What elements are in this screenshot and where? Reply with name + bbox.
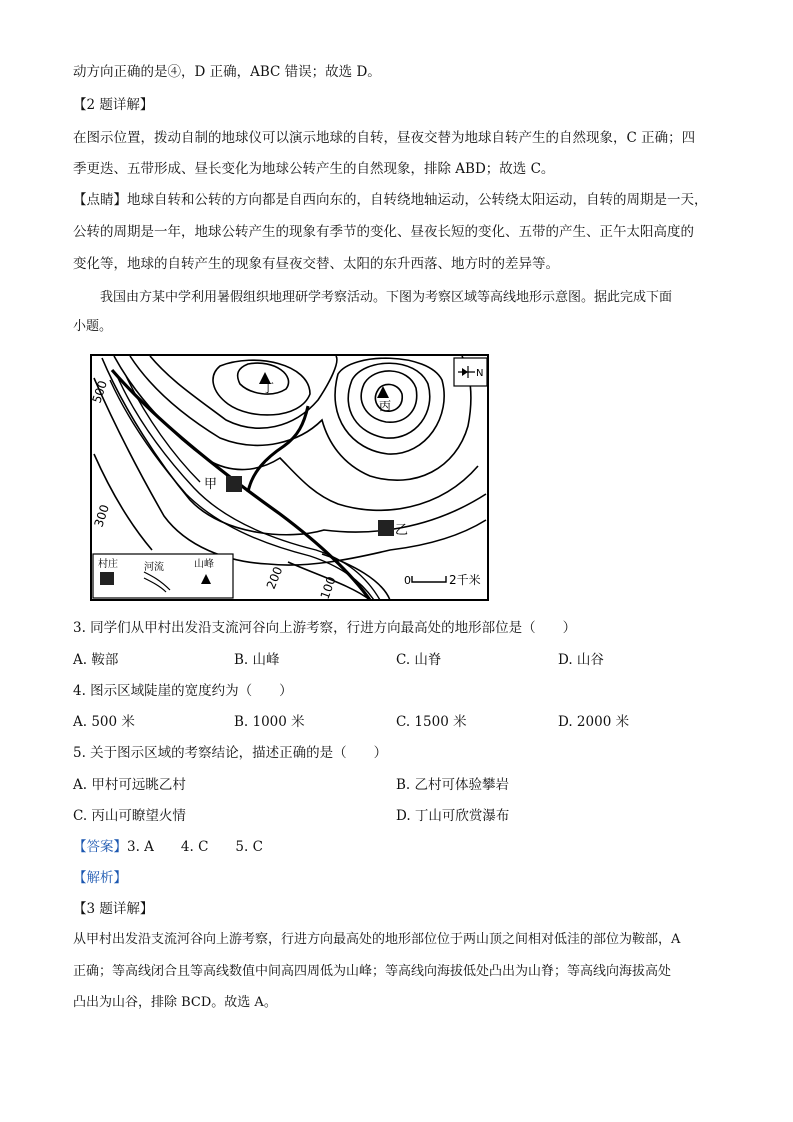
text-line-6: 公转的周期是一年，地球公转产生的现象有季节的变化、昼夜长短的变化、五带的产生、正午太阳高度的 [73, 224, 694, 240]
section-heading-2: 【2 题详解】 [73, 97, 154, 113]
contour-label-300: 300 [91, 502, 112, 529]
q4-option-a: A. 500 米 [73, 714, 135, 730]
q4-option-d: D. 2000 米 [558, 714, 630, 730]
q4-option-c: C. 1500 米 [396, 714, 467, 730]
detail-3-line-2: 正确；等高线闭合且等高线数值中间高四周低为山峰；等高线向海拔低处凸出为山脊；等高线向海拔高处 [73, 964, 672, 979]
jia-village-icon [226, 476, 242, 492]
detail-3-heading: 【3 题详解】 [73, 901, 154, 917]
intro-line-2: 小题。 [73, 319, 113, 334]
question-5-stem: 5. 关于图示区域的考察结论，描述正确的是（ ） [73, 745, 388, 761]
text-line-4: 季更迭、五带形成、昼长变化为地球公转产生的自然现象，排除 ABD；故选 C。 [73, 161, 555, 177]
q5-option-c: C. 丙山可瞭望火情 [73, 808, 186, 824]
jia-label: 甲 [204, 477, 218, 492]
intro-line-1: 我国由方某中学利用暑假组织地理研学考察活动。下图为考察区域等高线地形示意图。据此完成下面 [100, 290, 673, 305]
q3-option-c: C. 山脊 [396, 652, 442, 668]
q3-option-d: D. 山谷 [558, 652, 604, 668]
answer-values: 3. A 4. C 5. C [127, 839, 263, 855]
contour-map [90, 354, 490, 602]
q4-option-b: B. 1000 米 [234, 714, 305, 730]
contour-label-500: 500 [90, 378, 110, 405]
answer-label: 【答案】 [73, 839, 127, 855]
answer-row [73, 837, 263, 857]
detail-3-line-3: 凸出为山谷，排除 BCD。故选 A。 [73, 995, 277, 1010]
legend-village-label: 村庄 [98, 559, 118, 570]
text-line-1: 动方向正确的是④，D 正确，ABC 错误；故选 D。 [73, 64, 381, 80]
q3-option-a: A. 鞍部 [73, 652, 119, 668]
analysis-label: 【解析】 [73, 870, 127, 886]
yi-label: 乙 [395, 523, 409, 538]
q3-option-b: B. 山峰 [234, 652, 280, 668]
detail-3-line-1: 从甲村出发沿支流河谷向上游考察，行进方向最高处的地形部位位于两山顶之间相对低洼的部位为鞍部，A [73, 932, 681, 947]
question-4-stem: 4. 图示区域陡崖的宽度约为（ ） [73, 683, 293, 699]
scale-label: 2千米 [449, 573, 481, 587]
north-label: N [476, 368, 484, 379]
yi-village-icon [378, 520, 394, 536]
legend-river-label: 河流 [144, 562, 164, 573]
text-line-7: 变化等，地球的自转产生的现象有昼夜交替、太阳的东升西落、地方时的差异等。 [73, 256, 559, 272]
q5-option-d: D. 丁山可欣赏瀑布 [396, 808, 510, 824]
q5-option-b: B. 乙村可体验攀岩 [396, 777, 510, 793]
question-3-stem: 3. 同学们从甲村出发沿支流河谷向上游考察，行进方向最高处的地形部位是（ ） [73, 620, 577, 636]
legend-peak-label: 山峰 [194, 559, 214, 570]
text-line-3: 在图示位置，拨动自制的地球仪可以演示地球的自转，昼夜交替为地球自转产生的自然现象，C 正确；四 [73, 130, 696, 146]
contour-label-100: 100 [317, 574, 339, 602]
scale-zero: 0 [404, 574, 411, 587]
contour-label-200: 200 [263, 564, 286, 592]
q5-option-a: A. 甲村可远眺乙村 [73, 777, 186, 793]
ding-label: 丁 [262, 381, 275, 395]
legend-village-icon [100, 572, 114, 585]
text-line-5: 【点睛】地球自转和公转的方向都是自西向东的，自转绕地轴运动，公转绕太阳运动，自转的周期是一天， [73, 192, 708, 208]
bing-label: 丙 [379, 399, 392, 413]
